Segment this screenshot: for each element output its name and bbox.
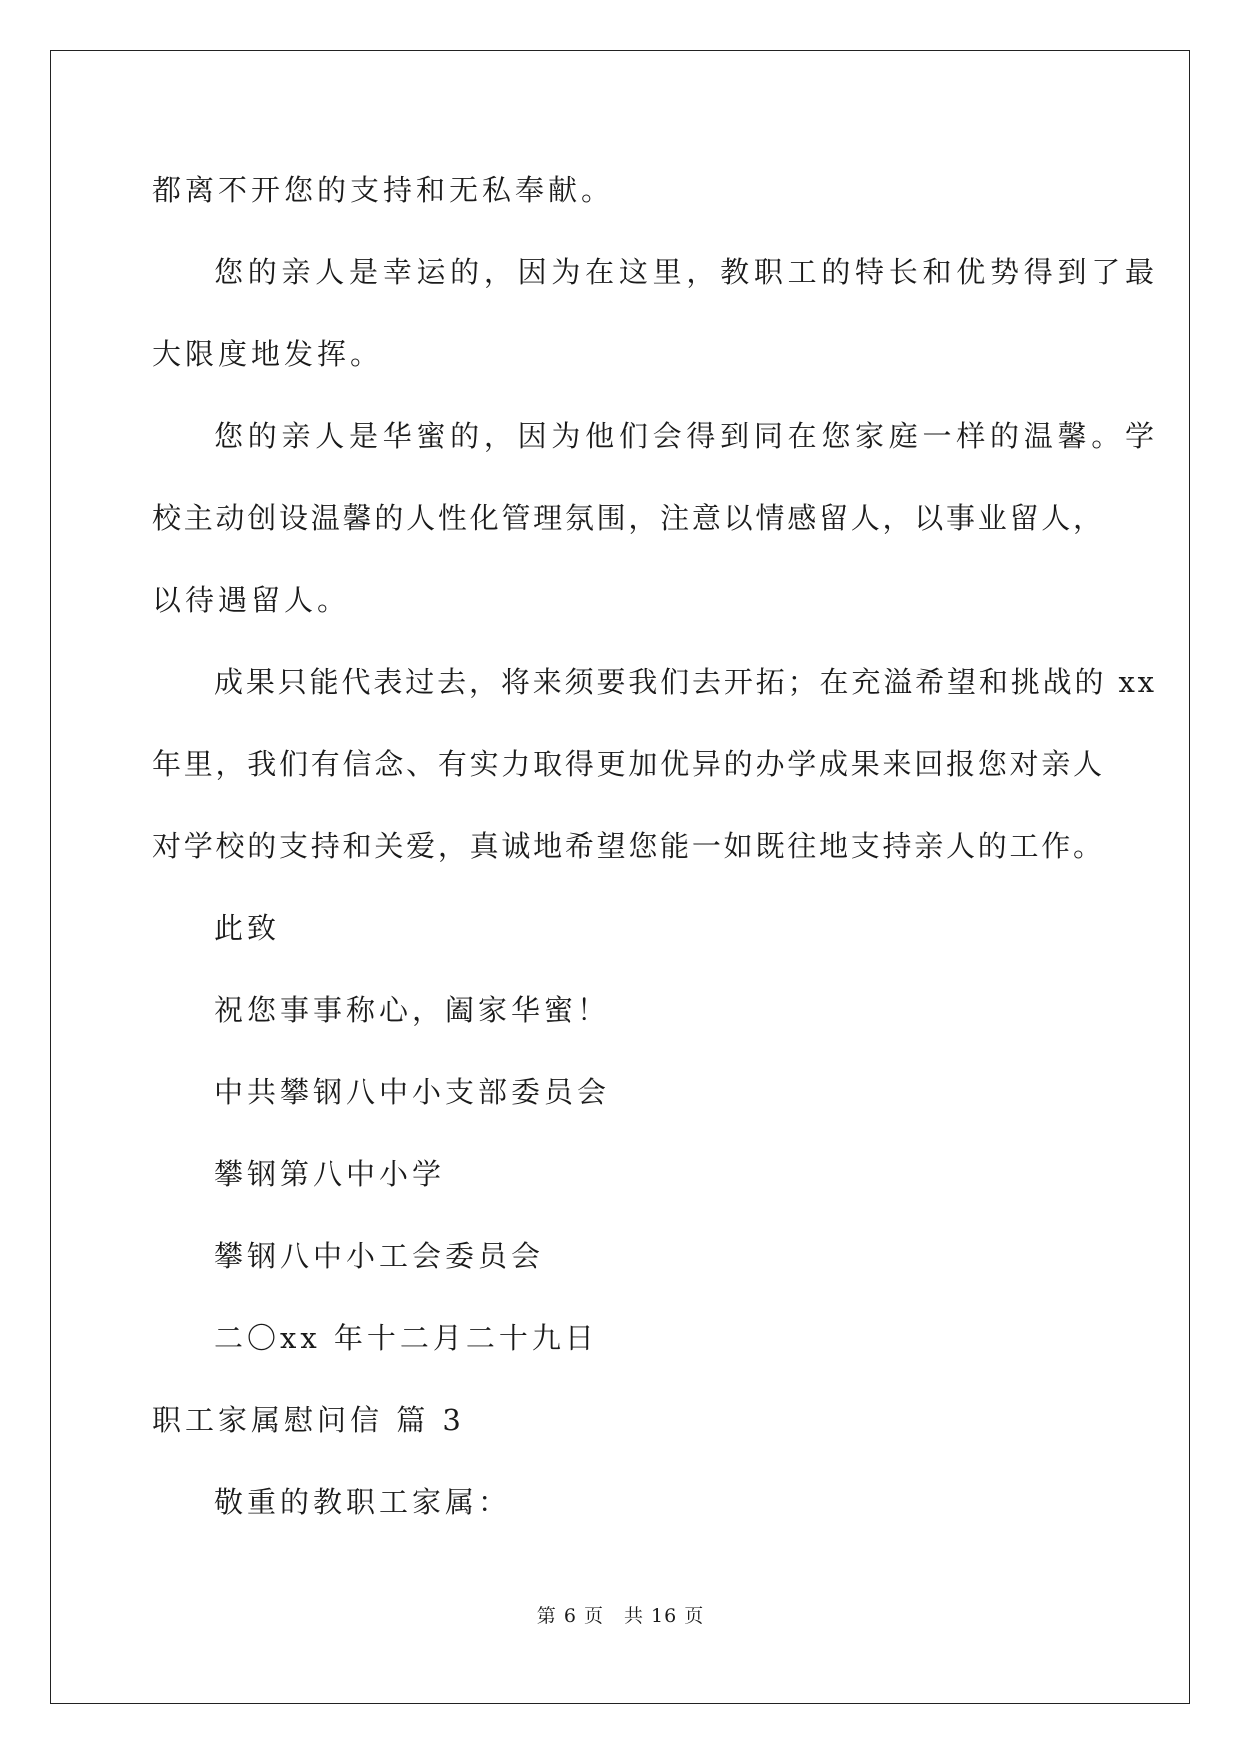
- paragraph-line: 校主动创设温馨的人性化管理氛围，注意以情感留人，以事业留人，: [152, 501, 1105, 535]
- paragraph-line: 以待遇留人。: [152, 583, 351, 617]
- paragraph-line: 成果只能代表过去，将来须要我们去开拓；在充溢希望和挑战的 xx: [214, 665, 1157, 699]
- date-line: 二〇xx 年十二月二十九日: [214, 1321, 598, 1355]
- paragraph-line: 都离不开您的支持和无私奉献。: [152, 173, 615, 207]
- paragraph-line: 对学校的支持和关爱，真诚地希望您能一如既往地支持亲人的工作。: [152, 829, 1105, 863]
- wishes-line: 祝您事事称心，阖家华蜜！: [214, 993, 611, 1027]
- paragraph-line: 年里，我们有信念、有实力取得更加优异的办学成果来回报您对亲人: [152, 747, 1105, 781]
- salutation-line: 此致: [214, 911, 281, 945]
- page-border: [50, 50, 1190, 1704]
- greeting-line: 敬重的教职工家属：: [214, 1485, 512, 1519]
- page-number-footer: 第 6 页 共 16 页: [536, 1605, 705, 1627]
- signature-line: 攀钢八中小工会委员会: [214, 1239, 545, 1273]
- section-heading: 职工家属慰问信 篇 3: [152, 1403, 465, 1437]
- paragraph-line: 大限度地发挥。: [152, 337, 384, 371]
- paragraph-line: 您的亲人是华蜜的，因为他们会得到同在您家庭一样的温馨。学: [214, 419, 1159, 453]
- paragraph-line: 您的亲人是幸运的，因为在这里，教职工的特长和优势得到了最: [214, 255, 1159, 289]
- signature-line: 攀钢第八中小学: [214, 1157, 446, 1191]
- signature-line: 中共攀钢八中小支部委员会: [214, 1075, 611, 1109]
